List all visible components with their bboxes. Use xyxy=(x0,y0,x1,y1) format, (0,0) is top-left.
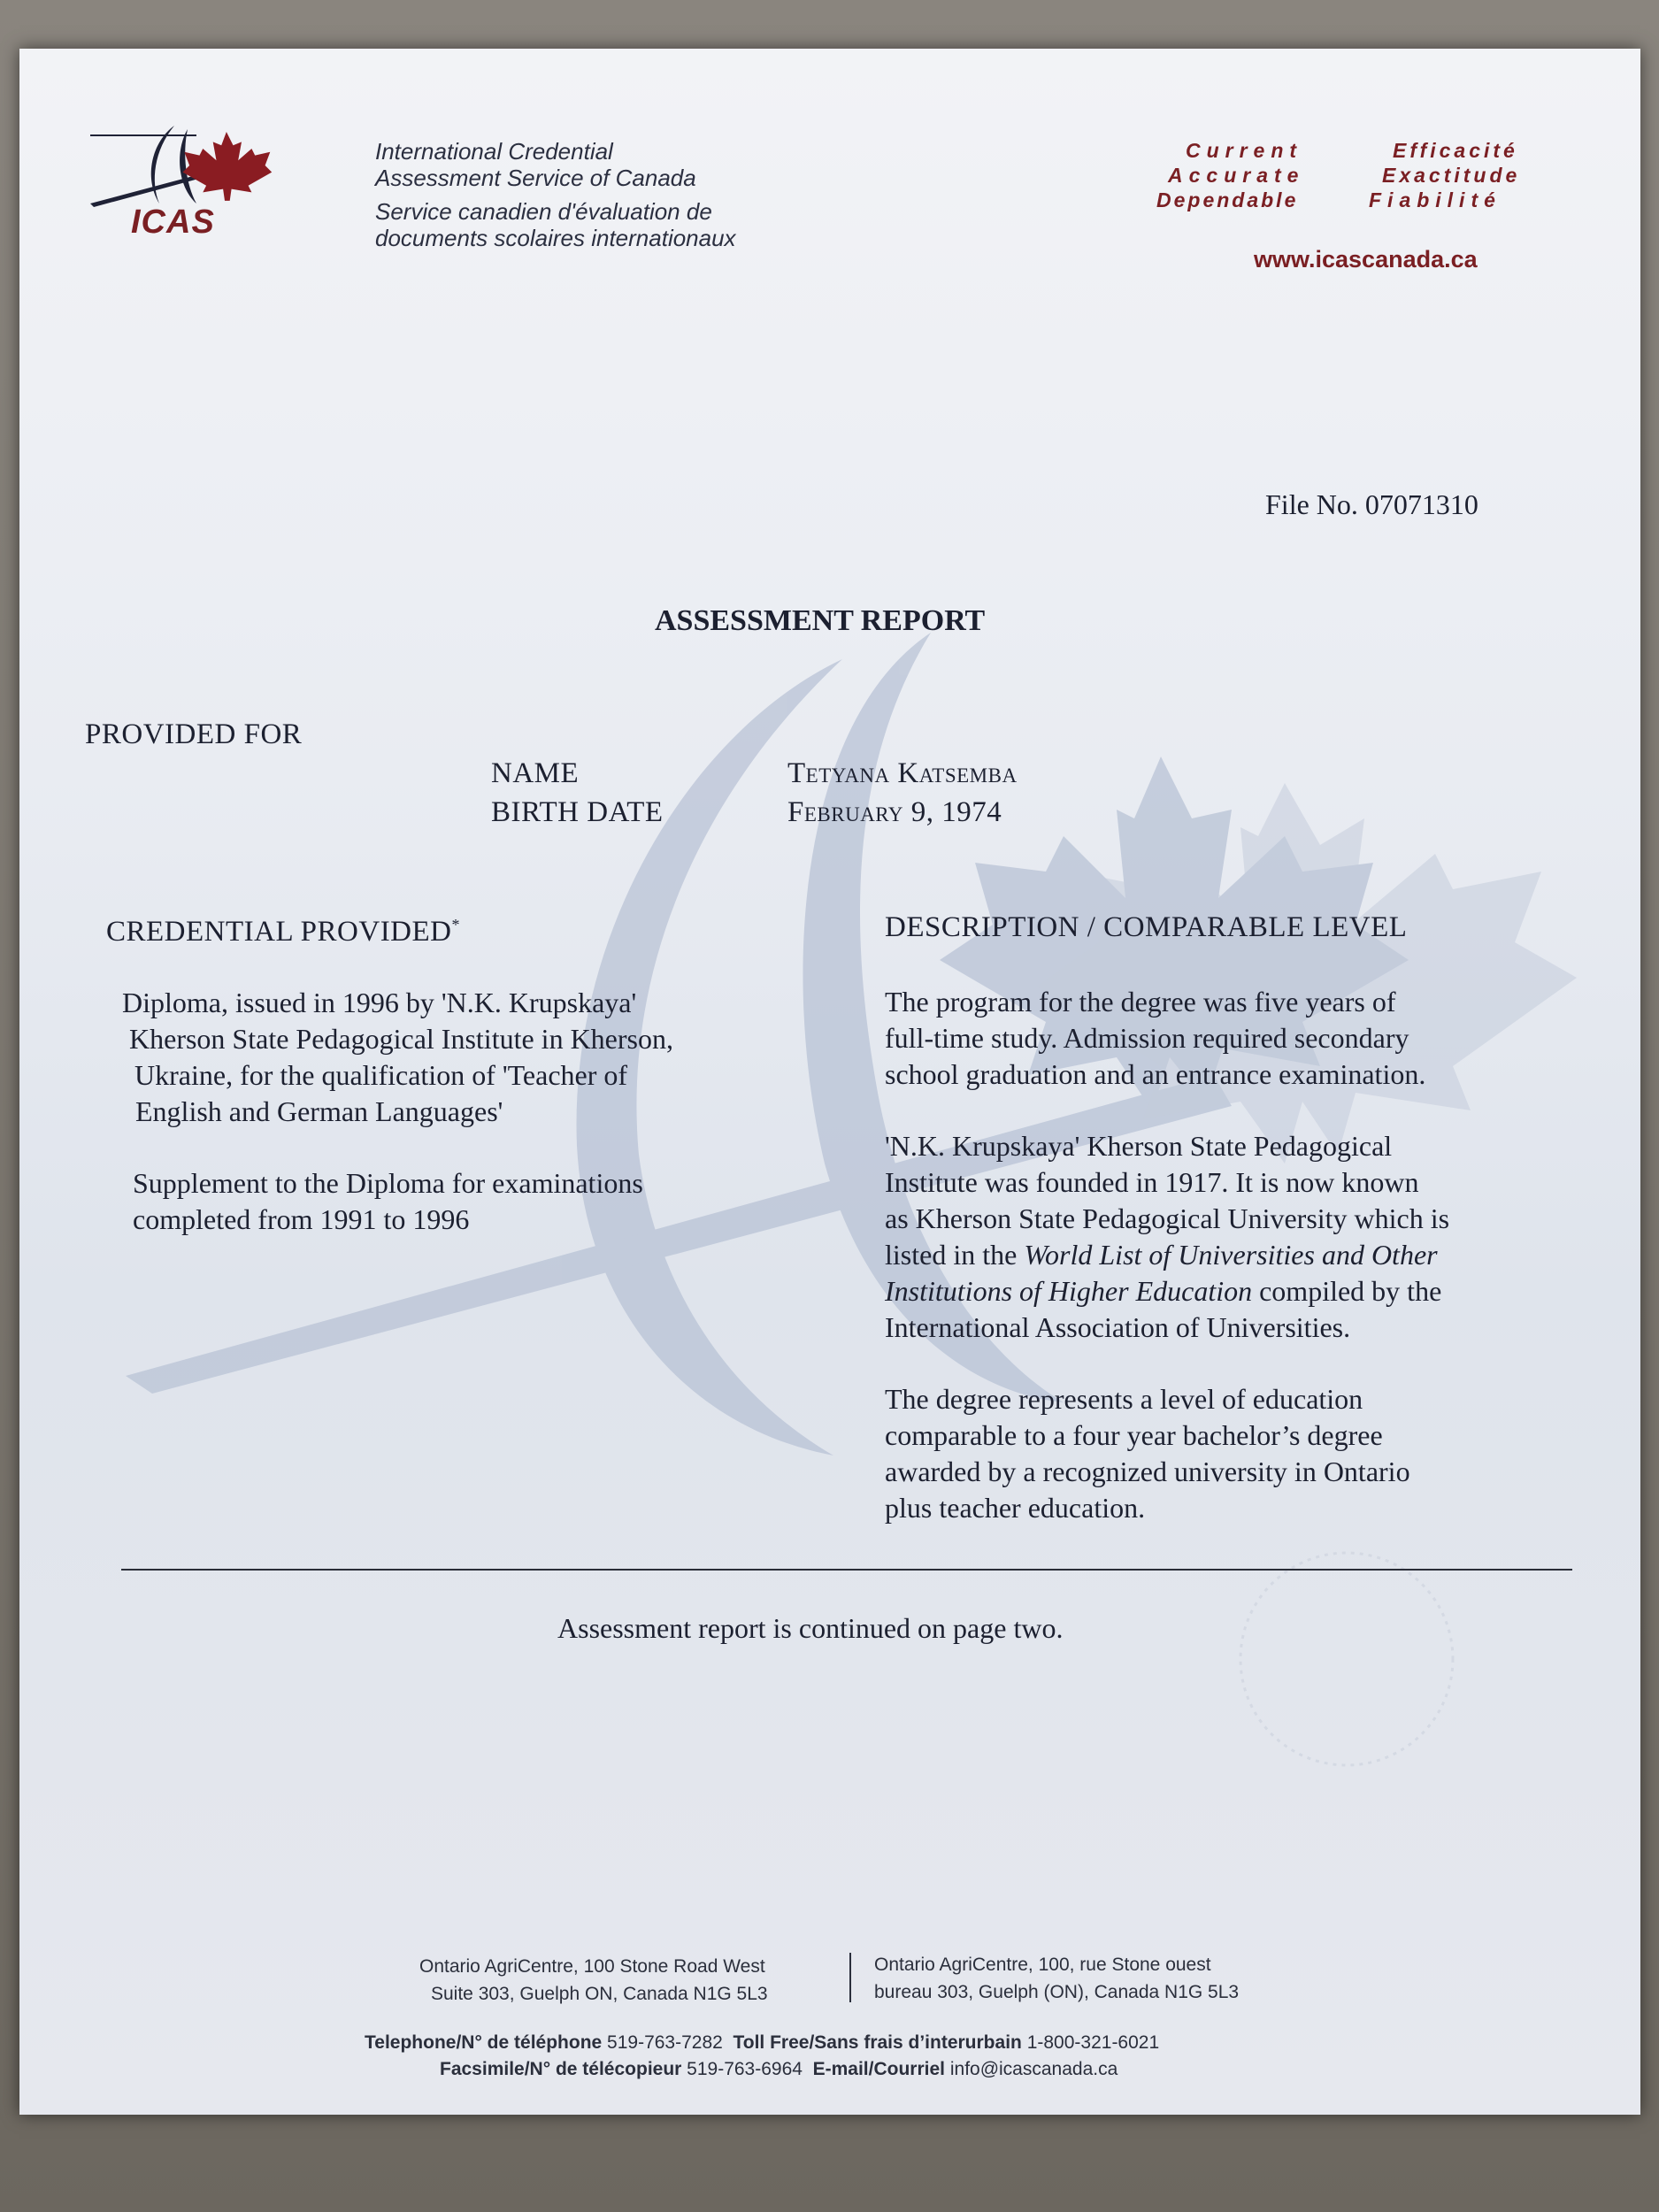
fax-value: 519-763-6964 xyxy=(687,2059,803,2079)
address-en-line2: Suite 303, Guelph ON, Canada N1G 5L3 xyxy=(431,1984,768,2004)
motto-fiabilite: Fiabilité xyxy=(1369,188,1502,211)
name-value: Tetyana Katsemba xyxy=(787,757,1018,789)
continued-note: Assessment report is continued on page two. xyxy=(557,1612,1064,1644)
description-p3-line2: comparable to a four year bachelor’s degree xyxy=(885,1419,1383,1451)
org-name-fr-line1: Service canadien d'évaluation de xyxy=(375,198,712,225)
supplement-line-2: completed from 1991 to 1996 xyxy=(133,1203,470,1235)
credential-line-3: Ukraine, for the qualification of 'Teacher of xyxy=(134,1059,628,1091)
org-name-en-line2: Assessment Service of Canada xyxy=(375,165,696,191)
provided-for-label: PROVIDED FOR xyxy=(85,718,303,750)
telephone-value: 519-763-7282 xyxy=(607,2032,723,2053)
tollfree-label: Toll Free/Sans frais d’interurbain xyxy=(733,2032,1022,2053)
motto-dependable: Dependable xyxy=(1156,188,1299,211)
credential-line-4: English and German Languages' xyxy=(135,1095,503,1127)
tollfree-value: 1-800-321-6021 xyxy=(1026,2032,1160,2053)
description-p2-line4-pre: listed in the xyxy=(885,1239,1025,1271)
description-p2-line5-post: compiled by the xyxy=(1252,1275,1442,1307)
address-fr-line2: bureau 303, Guelph (ON), Canada N1G 5L3 xyxy=(874,1982,1240,2002)
website-link[interactable]: www.icascanada.ca xyxy=(1254,246,1478,273)
description-p2-line4 xyxy=(885,1237,1438,1273)
description-p2-line6: International Association of Universities. xyxy=(885,1311,1351,1343)
contact-line-1 xyxy=(365,2029,1159,2056)
motto-exactitude: Exactitude xyxy=(1382,164,1521,187)
email-value[interactable]: info@icascanada.ca xyxy=(949,2059,1118,2079)
description-p3-line1: The degree represents a level of education xyxy=(885,1383,1363,1415)
logo-wordmark: ICAS xyxy=(131,204,215,241)
motto-current: Current xyxy=(1186,139,1303,162)
org-name-en-line1: International Credential xyxy=(375,138,613,165)
name-label: NAME xyxy=(491,757,580,789)
description-p2-line5 xyxy=(885,1273,1441,1310)
supplement-line-1: Supplement to the Diploma for examinations xyxy=(133,1167,643,1199)
credential-footnote-mark: * xyxy=(451,916,460,933)
description-p1-line1: The program for the degree was five years of xyxy=(885,986,1396,1018)
motto-efficacite: Efficacité xyxy=(1393,139,1518,162)
birth-date-label: BIRTH DATE xyxy=(491,796,664,828)
description-p1-line3: school graduation and an entrance examination. xyxy=(885,1058,1426,1090)
credential-heading-text: CREDENTIAL PROVIDED xyxy=(106,916,452,948)
birth-date-value: February 9, 1974 xyxy=(787,796,1002,828)
page-title: ASSESSMENT REPORT xyxy=(655,604,986,637)
telephone-label: Telephone/N° de téléphone xyxy=(365,2032,603,2053)
address-en-line1: Ontario AgriCentre, 100 Stone Road West xyxy=(419,1956,765,1977)
footer-divider xyxy=(849,1953,851,2002)
world-list-title: World List of Universities and Other xyxy=(1024,1239,1438,1271)
description-p1-line2: full-time study. Admission required secondary xyxy=(885,1022,1409,1054)
email-label: E-mail/Courriel xyxy=(812,2059,945,2079)
assessment-report-page xyxy=(19,49,1640,2115)
section-divider xyxy=(121,1569,1572,1571)
file-number: File No. 07071310 xyxy=(1265,488,1479,520)
credential-line-1: Diploma, issued in 1996 by 'N.K. Krupskaya' xyxy=(122,987,637,1018)
contact-line-2 xyxy=(440,2055,1118,2083)
description-p3-line3: awarded by a recognized university in Ontario xyxy=(885,1455,1410,1487)
description-p2-line1: 'N.K. Krupskaya' Kherson State Pedagogical xyxy=(885,1130,1393,1162)
fax-label: Facsimile/N° de télécopieur xyxy=(440,2059,682,2079)
description-p3-line4: plus teacher education. xyxy=(885,1492,1146,1524)
org-name-fr-line2: documents scolaires internationaux xyxy=(375,225,736,251)
credential-line-2: Kherson State Pedagogical Institute in Kherson, xyxy=(129,1023,673,1055)
description-p2-line3: as Kherson State Pedagogical University which is xyxy=(885,1202,1450,1234)
address-fr-line1: Ontario AgriCentre, 100, rue Stone ouest xyxy=(874,1955,1211,1975)
motto-accurate: Accurate xyxy=(1168,164,1305,187)
description-p2-line2: Institute was founded in 1917. It is now known xyxy=(885,1166,1419,1198)
icas-logo xyxy=(90,115,276,239)
description-heading: DESCRIPTION / COMPARABLE LEVEL xyxy=(885,911,1408,943)
embossed-seal xyxy=(1240,1553,1453,1765)
credential-heading xyxy=(106,916,460,949)
world-list-title-cont: Institutions of Higher Education xyxy=(885,1275,1253,1307)
